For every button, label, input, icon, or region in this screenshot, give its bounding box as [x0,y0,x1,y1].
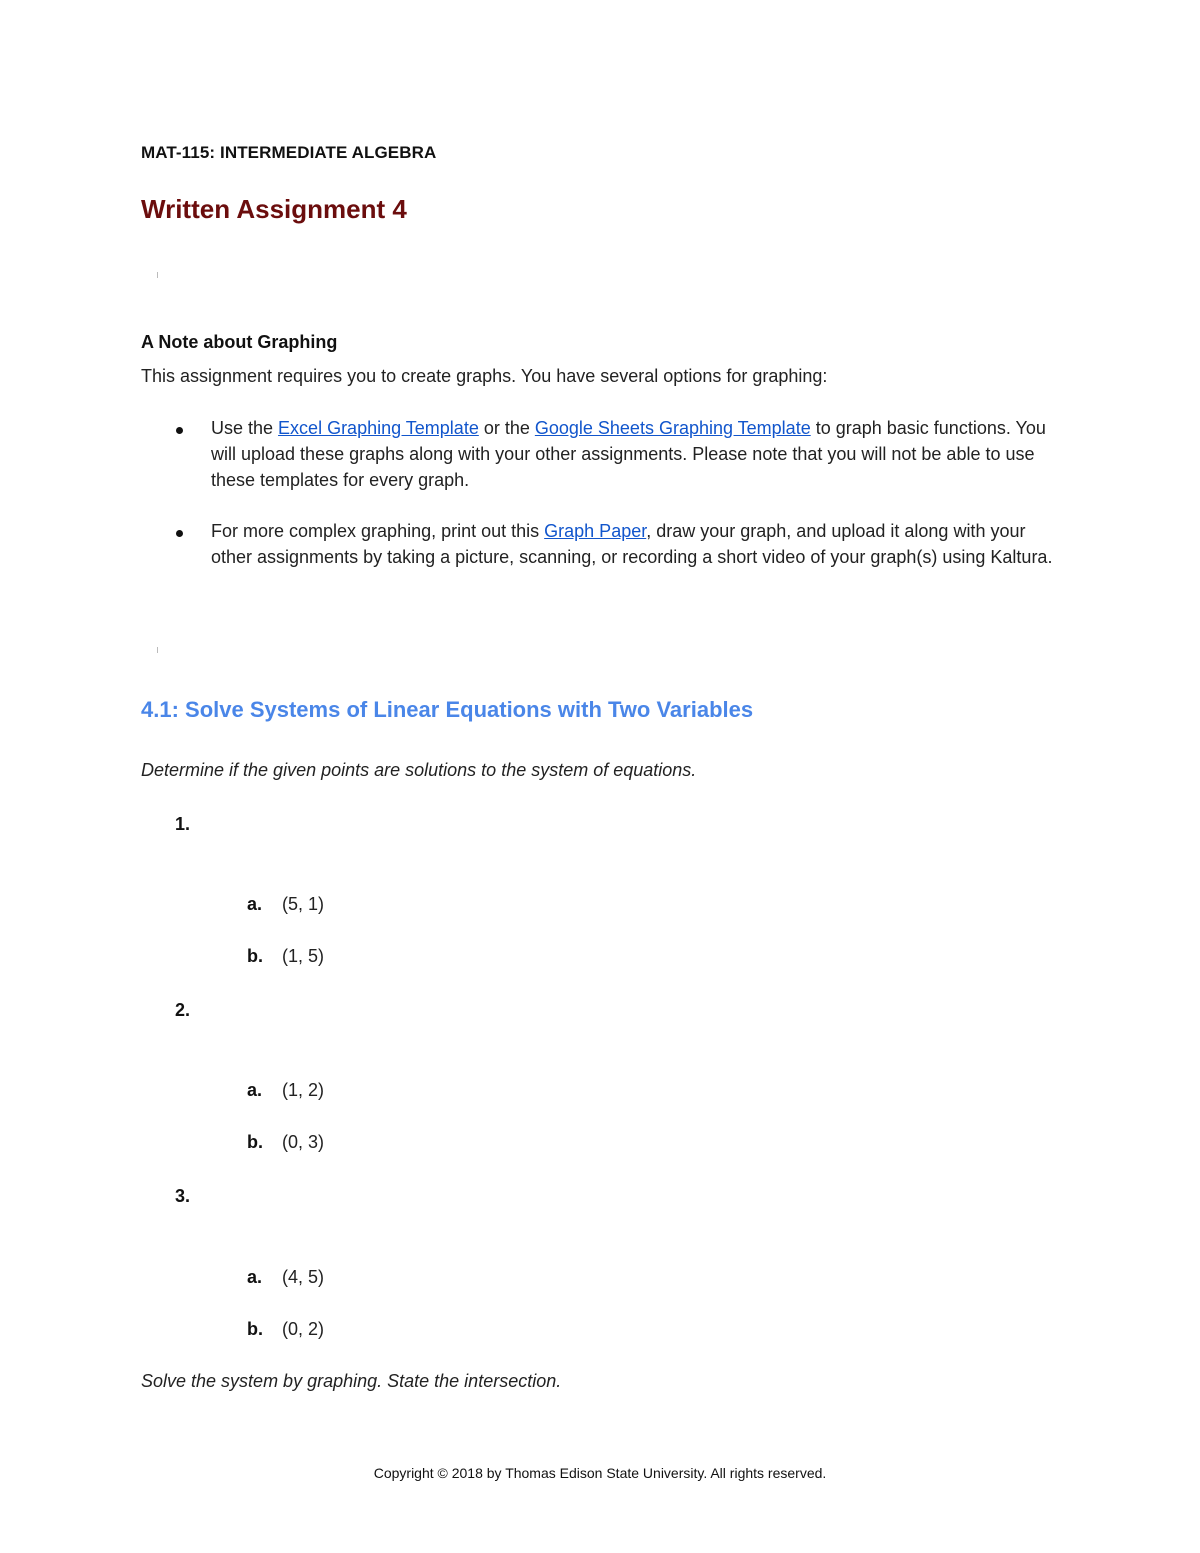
instruction-determine: Determine if the given points are solutions to the system of equations. [141,760,697,780]
document-title: Written Assignment 4 [141,194,407,224]
divider-mark [157,272,158,278]
bullet1-pre: Use the [211,418,279,438]
option-value: (4, 5) [282,1267,325,1287]
option-value: (5, 1) [282,894,325,914]
google-sheets-template-link[interactable]: Google Sheets Graphing Template [534,418,811,438]
divider-mark [157,647,158,653]
graph-paper-link[interactable]: Graph Paper [544,521,647,541]
question-number: 2. [175,1000,191,1020]
question-number: 1. [175,814,191,834]
bullet-item-templates [211,415,1071,493]
answer-option [247,1319,324,1340]
instruction-graphing: Solve the system by graphing. State the intersection. [141,1371,562,1391]
bullet1-mid: or the [478,418,535,438]
option-letter: b. [247,1319,263,1339]
bullet-item-graph-paper [211,518,1071,570]
course-code: MAT-115: INTERMEDIATE ALGEBRA [141,143,437,162]
option-letter: a. [247,1080,263,1100]
excel-template-link[interactable]: Excel Graphing Template [278,418,479,438]
option-letter: a. [247,1267,263,1287]
answer-option [247,1267,324,1288]
answer-option [247,1080,324,1101]
option-letter: a. [247,894,263,914]
note-intro: This assignment requires you to create graphs. You have several options for graphing: [141,366,828,386]
answer-option [247,1132,324,1153]
option-letter: b. [247,1132,263,1152]
bullet-dot-icon [176,427,183,434]
answer-option [247,946,324,967]
note-heading: A Note about Graphing [141,332,338,352]
bullet2-pre: For more complex graphing, print out this [211,521,545,541]
question-number: 3. [175,1186,191,1206]
option-value: (0, 3) [282,1132,325,1152]
answer-option [247,894,324,915]
option-value: (1, 5) [282,946,325,966]
bullet1-post: to graph basic functions. You will upload these graphs along with your other assignments. Please note that you will not be able to use these templates for every graph. [211,418,1046,490]
section-heading: 4.1: Solve Systems of Linear Equations with Two Variables [141,697,754,722]
option-letter: b. [247,946,263,966]
option-value: (0, 2) [282,1319,325,1339]
option-value: (1, 2) [282,1080,325,1100]
bullet-dot-icon [176,530,183,537]
bullet2-post: , draw your graph, and upload it along with your other assignments by taking a picture, scanning, or recording a short video of your graph(s) using Kaltura. [211,521,1053,567]
footer-copyright: Copyright © 2018 by Thomas Edison State University. All rights reserved. [373,1465,827,1481]
